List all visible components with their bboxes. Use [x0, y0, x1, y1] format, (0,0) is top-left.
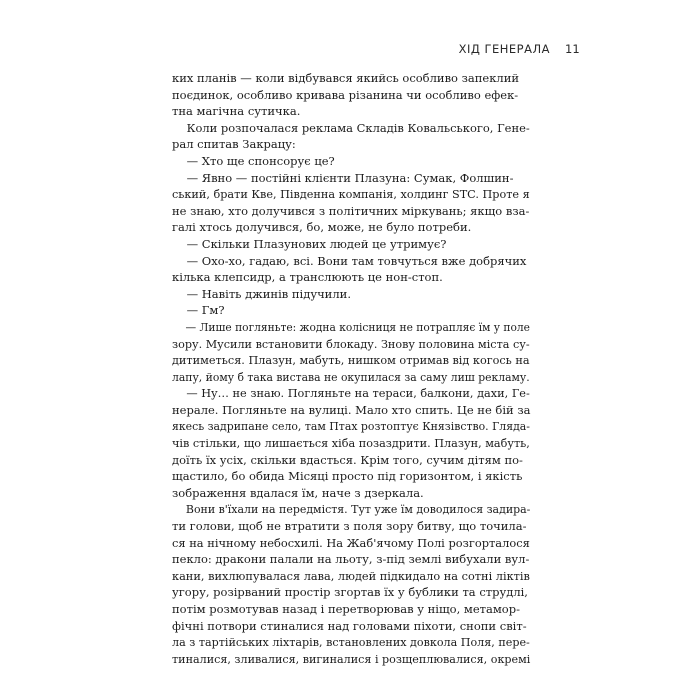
- text-line: зображення вдалася їм, наче з дзеркала.: [172, 485, 424, 500]
- text-line: ти голови, щоб не втратити з поля зору битву, що точилa-: [172, 519, 527, 534]
- text-line: — Хто ще спонсорує це?: [172, 153, 335, 168]
- text-line: фічні потвори стиналися над головами піхоти, снопи світ-: [172, 618, 527, 633]
- text-line: пекло: дракони палали на льоту, з-під землі вибухали вул-: [172, 552, 530, 567]
- text-line: дитиметься. Плазун, мабуть, нишком отримав від когось на: [172, 353, 530, 368]
- text-line: — Явно — постійні клієнти Плазуна: Сумак, Фолшин-: [172, 170, 514, 185]
- text-line: чів стільки, що лишається хіба позаздрити. Плазун, мабуть,: [172, 436, 530, 451]
- text-line: тна магічна сутичка.: [172, 104, 301, 119]
- text-line: ський, брати Кве, Південна компанія, холдинг STC. Проте я: [172, 187, 530, 202]
- text-line: рал спитав Закрацу:: [172, 137, 296, 152]
- text-line: — Гм?: [172, 303, 225, 318]
- text-line: кілька клепсидр, а транслюють це нон-стоп.: [172, 270, 443, 285]
- text-line: ся на нічному небосхилі. На Жаб'ячому Полі розгорталося: [172, 535, 530, 550]
- running-title: ХІД ГЕНЕРАЛА: [458, 42, 550, 56]
- text-line: Вони в'їхали на передмістя. Тут уже їм доводилося задира-: [172, 502, 531, 517]
- text-line: ла з тартійських ліхтарів, встановлених довкола Поля, пере-: [172, 635, 530, 650]
- text-line: зору. Мусили встановити блокаду. Знову половина міста су-: [172, 336, 530, 351]
- text-line: Коли розпочалася реклама Складів Ковальського, Гене-: [172, 120, 530, 135]
- page-number: 11: [565, 42, 580, 56]
- text-line: — Навіть джинів підучили.: [172, 286, 351, 301]
- text-line: кани, вихлюпувалася лава, людей підкидало на сотні ліктів: [172, 568, 530, 583]
- text-line: — Ну… не знаю. Погляньте на тераси, балкони, дахи, Ге-: [172, 386, 530, 401]
- text-line: не знаю, хто долучився з політичних міркувань; якщо взa-: [172, 203, 530, 218]
- text-line: — Охо-хо, гадаю, всі. Вони там товчуться вже добрячих: [172, 253, 527, 268]
- text-line: галі хтось долучився, бо, може, не було потреби.: [172, 220, 472, 235]
- text-line: — Скільки Плазунових людей це утримує?: [172, 236, 447, 251]
- text-line: щастило, бо обида Місяці просто під горизонтом, і якість: [172, 469, 523, 484]
- body-text: [172, 70, 530, 667]
- text-line: нерале. Погляньте на вулиці. Мало хто спить. Це не бій за: [172, 402, 531, 417]
- text-line: угору, розірваний простір згортав їх у бублики та струдлі,: [172, 585, 528, 600]
- text-line: якесь задрипане село, там Птах розтоптує Князівство. Глядa-: [172, 419, 530, 434]
- text-line: доїть їх усіх, скільки вдасться. Крім того, сучим дітям по-: [172, 452, 523, 467]
- text-line: потім розмотував назад і перетворював у ніщо, метамор-: [172, 602, 520, 616]
- text-line: — Лише погляньте: жодна колісниця не потрапляє їм у поле: [172, 319, 530, 334]
- text-line: лапу, йому б така вистава не окупилася за саму лиш рекламу.: [172, 369, 530, 384]
- text-line: тиналися, зливалися, вигиналися і розщеплювалися, окремі: [172, 651, 531, 666]
- text-line: ких планів — коли відбувався якийсь особливо запеклий: [172, 71, 520, 85]
- text-line: поєдинок, особливо кривава різанина чи особливо ефек-: [172, 87, 519, 102]
